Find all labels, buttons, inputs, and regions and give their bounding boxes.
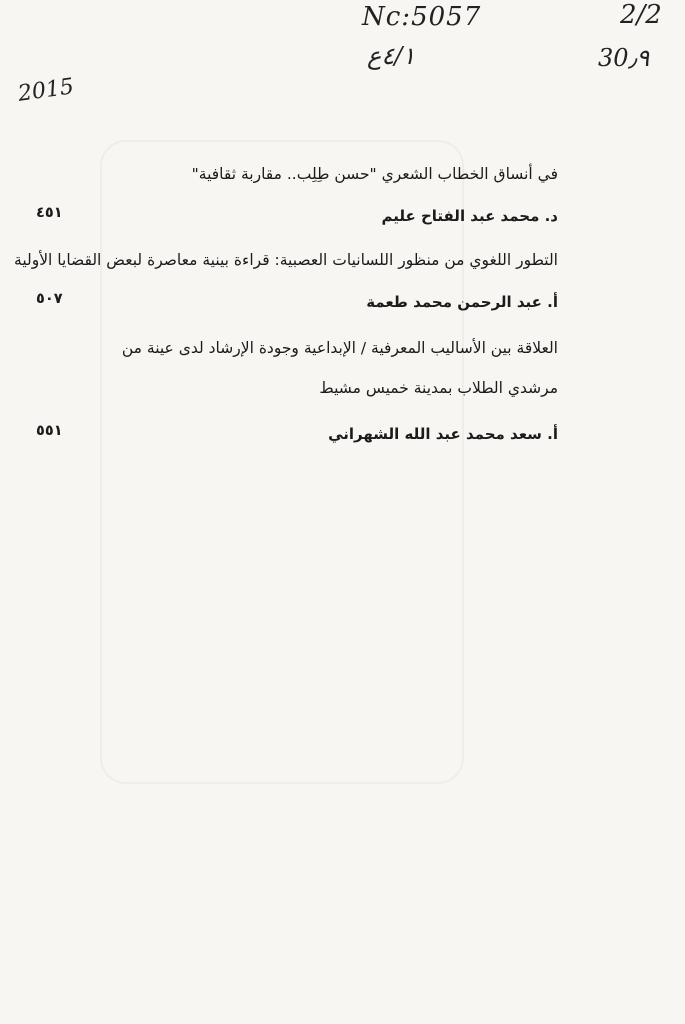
handwritten-year: 2015 [16, 74, 76, 107]
toc-entry-page-number: ٤٥١ [36, 205, 63, 221]
toc-entry-title: التطور اللغوي من منظور اللسانيات العصبية: قراءة بينية معاصرة لبعض القضايا الأولية [14, 251, 558, 269]
toc-entry-title-continued: مرشدي الطلاب بمدينة خميس مشيط [319, 379, 558, 397]
bleed-through-shadow [100, 140, 464, 784]
toc-entry-page-number: ٥٠٧ [36, 291, 63, 307]
toc-entry-author: د. محمد عبد الفتاح عليم [381, 207, 558, 225]
handwritten-fraction: 2/2 [620, 0, 662, 30]
handwritten-accession-number: Nc:5057 [362, 2, 482, 32]
toc-entry-author: أ. عبد الرحمن محمد طعمة [366, 293, 558, 311]
toc-entry-title: العلاقة بين الأساليب المعرفية / الإبداعية وجودة الإرشاد لدى عينة من [121, 339, 558, 357]
toc-entry-title: في أنساق الخطاب الشعري "حسن طِلِب.. مقاربة ثقافية" [191, 165, 558, 183]
toc-entry-author: أ. سعد محمد عبد الله الشهراني [328, 425, 558, 443]
toc-entry-page-number: ٥٥١ [36, 423, 63, 439]
handwritten-code: 30٫٩ [598, 44, 650, 72]
handwritten-shelf-mark: ٤/١ع [367, 42, 416, 70]
